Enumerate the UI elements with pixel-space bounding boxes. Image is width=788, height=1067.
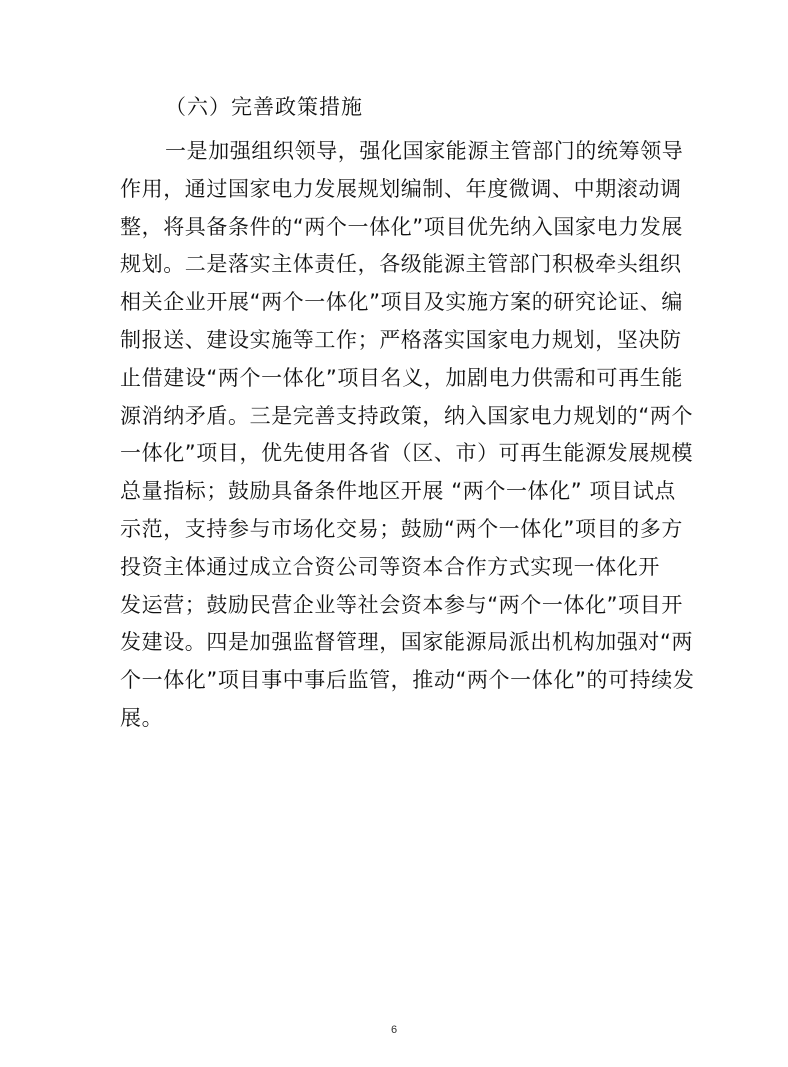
paragraph-line: 制报送、建设实施等工作；严格落实国家电力规划，坚决防 [120,327,682,352]
section-heading: （六）完善政策措施 [165,95,363,119]
paragraph-line: 止借建设“两个一体化”项目名义，加剧电力供需和可再生能 [120,365,683,390]
paragraph-line: 作用，通过国家电力发展规划编制、年度微调、中期滚动调 [120,176,682,201]
paragraph-line: 规划。二是落实主体责任，各级能源主管部门积极牵头组织 [120,252,682,277]
paragraph-line: 一体化”项目，优先使用各省（区、市）可再生能源发展规模 [120,441,694,466]
paragraph-line: 相关企业开展“两个一体化”项目及实施方案的研究论证、编 [120,290,683,315]
paragraph-line: 总量指标；鼓励具备条件地区开展 “两个一体化” 项目试点 [120,479,676,504]
paragraph-line: 源消纳矛盾。三是完善支持政策，纳入国家电力规划的“两个 [120,403,694,428]
paragraph-line: 示范，支持参与市场化交易；鼓励“两个一体化”项目的多方 [120,516,683,541]
paragraph-line: 发建设。四是加强监督管理，国家能源局派出机构加强对“两 [120,630,694,655]
paragraph-line: 发运营；鼓励民营企业等社会资本参与“两个一体化”项目开 [120,592,683,617]
page-number: 6 [390,1024,398,1036]
paragraph-line: 个一体化”项目事中事后监管，推动“两个一体化”的可持续发 [120,668,695,693]
paragraph-line: 展。 [120,705,164,730]
paragraph-line: 整，将具备条件的“两个一体化”项目优先纳入国家电力发展 [120,214,683,239]
paragraph-line: 投资主体通过成立合资公司等资本合作方式实现一体化开 [120,554,660,579]
paragraph [120,133,705,738]
paragraph-line: 一是加强组织领导，强化国家能源主管部门的统筹领导 [165,139,684,163]
